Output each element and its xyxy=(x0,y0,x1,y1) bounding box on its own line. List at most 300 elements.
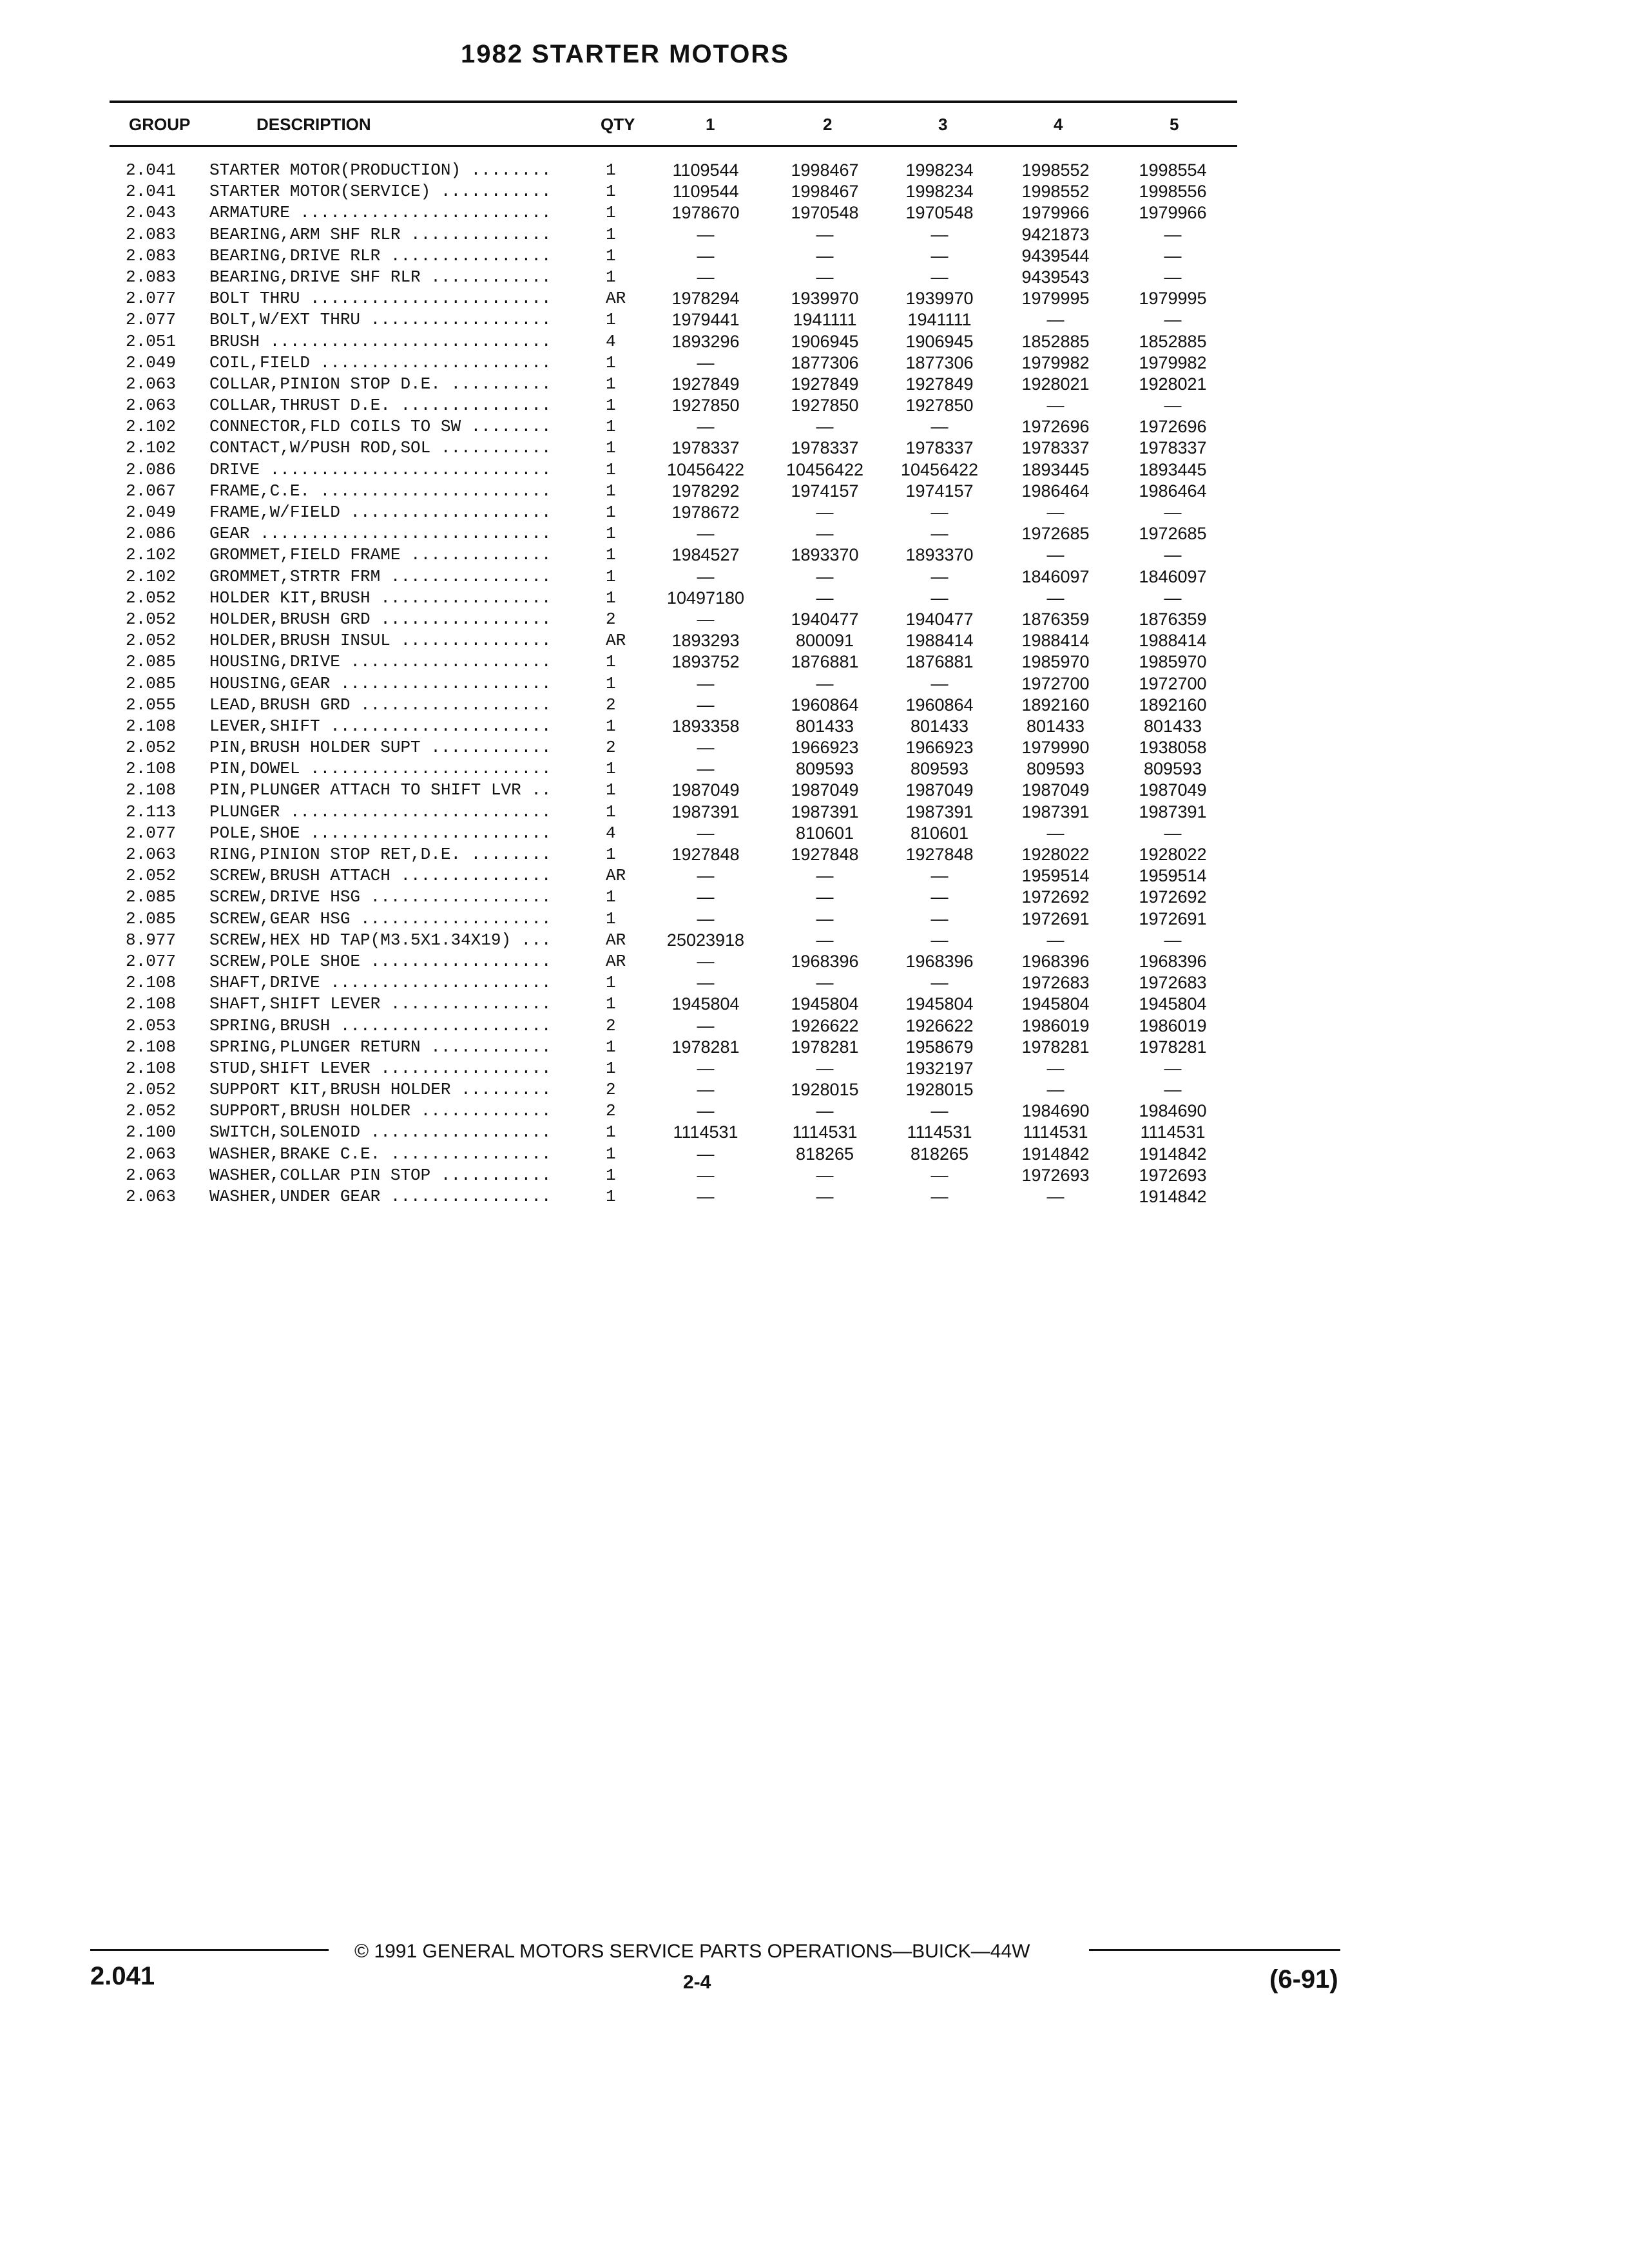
row-qty: 1 xyxy=(606,1122,616,1142)
row-description: GEAR ............................. xyxy=(209,524,552,544)
row-col-5: 1984690 xyxy=(1139,1101,1207,1121)
row-col-5: 1998554 xyxy=(1139,160,1207,180)
row-qty: 1 xyxy=(606,673,616,693)
row-col-5: 1978281 xyxy=(1139,1037,1207,1057)
row-col-3: 1960864 xyxy=(905,695,974,715)
row-col-4: 1978337 xyxy=(1021,438,1090,458)
row-col-1: 1945804 xyxy=(671,994,740,1014)
row-col-5: 1979982 xyxy=(1139,352,1207,372)
row-col-5: — xyxy=(1164,588,1182,608)
row-description: LEAD,BRUSH GRD ................... xyxy=(209,695,552,715)
row-col-4: 1979966 xyxy=(1021,203,1090,223)
row-col-4: 1972683 xyxy=(1021,973,1090,993)
row-col-5: — xyxy=(1164,267,1182,287)
row-col-1: — xyxy=(697,951,715,971)
row-col-5: 1998556 xyxy=(1139,182,1207,202)
row-col-4: 1972685 xyxy=(1021,524,1090,544)
row-col-5: — xyxy=(1164,545,1182,565)
row-group: 2.063 xyxy=(126,1144,177,1164)
row-col-3: 1928015 xyxy=(905,1080,974,1100)
row-group: 8.977 xyxy=(126,930,177,950)
row-description: SUPPORT KIT,BRUSH HOLDER ......... xyxy=(209,1080,552,1100)
row-group: 2.085 xyxy=(126,887,177,907)
row-description: STUD,SHIFT LEVER ................. xyxy=(209,1058,552,1078)
row-qty: 1 xyxy=(606,887,616,907)
row-col-2: 1998467 xyxy=(791,182,859,202)
row-qty: 2 xyxy=(606,609,616,629)
row-col-1: — xyxy=(697,609,715,629)
row-col-1: 1109544 xyxy=(672,182,739,202)
row-col-3: 1966923 xyxy=(905,738,974,758)
row-col-2: — xyxy=(816,1187,834,1206)
row-col-3: 1893370 xyxy=(905,545,974,565)
row-description: PIN,PLUNGER ATTACH TO SHIFT LVR .. xyxy=(209,780,552,800)
row-group: 2.052 xyxy=(126,631,177,651)
row-description: RING,PINION STOP RET,D.E. ........ xyxy=(209,845,552,864)
row-col-1: 1893358 xyxy=(671,716,740,736)
row-col-2: 1978337 xyxy=(791,438,859,458)
row-col-4: — xyxy=(1046,310,1065,330)
row-col-2: — xyxy=(816,267,834,287)
row-col-5: 1987049 xyxy=(1139,780,1207,800)
row-col-3: 1939970 xyxy=(905,289,974,309)
row-col-2: 1987049 xyxy=(791,780,859,800)
row-col-4: 1987049 xyxy=(1021,780,1090,800)
row-col-3: 1906945 xyxy=(905,331,974,351)
row-col-1: — xyxy=(697,1101,715,1121)
row-group: 2.083 xyxy=(126,224,177,244)
row-col-4: 1876359 xyxy=(1021,609,1090,629)
row-col-3: 1940477 xyxy=(905,609,974,629)
row-description: WASHER,UNDER GEAR ................ xyxy=(209,1187,552,1206)
row-description: HOUSING,DRIVE .................... xyxy=(209,652,552,672)
row-qty: 1 xyxy=(606,224,616,244)
row-col-3: 810601 xyxy=(910,823,969,843)
header-col-5: 5 xyxy=(1170,115,1179,134)
row-col-5: 1972692 xyxy=(1139,887,1207,907)
row-col-5: 1928021 xyxy=(1139,374,1207,394)
row-col-3: 10456422 xyxy=(900,459,979,479)
row-col-2: 1876881 xyxy=(791,652,859,672)
row-col-4: — xyxy=(1046,588,1065,608)
row-qty: 1 xyxy=(606,780,616,800)
row-col-4: — xyxy=(1046,503,1065,522)
row-col-1: 1979441 xyxy=(671,310,740,330)
row-qty: 1 xyxy=(606,1165,616,1185)
row-col-4: — xyxy=(1046,823,1065,843)
row-col-4: 9439544 xyxy=(1021,245,1090,265)
row-description: GROMMET,STRTR FRM ................ xyxy=(209,566,552,586)
row-group: 2.053 xyxy=(126,1015,177,1035)
row-col-2: — xyxy=(816,566,834,586)
row-description: CONNECTOR,FLD COILS TO SW ........ xyxy=(209,417,552,437)
row-col-3: 1998234 xyxy=(905,160,974,180)
row-col-5: — xyxy=(1164,310,1182,330)
row-col-1: — xyxy=(697,738,715,758)
row-col-1: — xyxy=(697,866,715,886)
row-qty: AR xyxy=(606,951,626,971)
row-col-5: 1968396 xyxy=(1139,951,1207,971)
row-col-4: 1987391 xyxy=(1021,802,1090,822)
row-col-1: 1927848 xyxy=(671,845,740,864)
row-col-3: 1987391 xyxy=(905,802,974,822)
row-col-4: 1914842 xyxy=(1021,1144,1090,1164)
row-description: SWITCH,SOLENOID .................. xyxy=(209,1122,552,1142)
row-qty: 1 xyxy=(606,374,616,394)
row-col-4: 1972700 xyxy=(1021,673,1090,693)
row-col-1: — xyxy=(697,352,715,372)
row-group: 2.108 xyxy=(126,716,177,736)
row-qty: 1 xyxy=(606,1037,616,1057)
row-col-3: 1998234 xyxy=(905,182,974,202)
row-col-3: 1970548 xyxy=(905,203,974,223)
row-qty: 1 xyxy=(606,182,616,202)
footer-copyright: © 1991 GENERAL MOTORS SERVICE PARTS OPERATIONS—BUICK—44W xyxy=(354,1941,1030,1962)
row-qty: 1 xyxy=(606,396,616,416)
row-description: BOLT,W/EXT THRU .................. xyxy=(209,310,552,330)
row-qty: 2 xyxy=(606,738,616,758)
footer-left-rule xyxy=(90,1949,329,1951)
row-qty: 1 xyxy=(606,652,616,672)
row-col-1: — xyxy=(697,1187,715,1206)
row-group: 2.041 xyxy=(126,182,177,202)
row-col-5: 1914842 xyxy=(1139,1144,1207,1164)
row-group: 2.077 xyxy=(126,951,177,971)
row-qty: 1 xyxy=(606,1058,616,1078)
row-qty: AR xyxy=(606,289,626,309)
row-col-5: — xyxy=(1164,224,1182,244)
row-col-1: 1893293 xyxy=(671,631,740,651)
row-col-2: 1974157 xyxy=(791,481,859,501)
header-bottom-rule xyxy=(110,145,1237,147)
row-col-1: — xyxy=(697,908,715,928)
row-col-1: — xyxy=(697,673,715,693)
row-col-4: 1998552 xyxy=(1021,182,1090,202)
row-col-2: — xyxy=(816,866,834,886)
row-col-2: — xyxy=(816,1058,834,1078)
row-col-1: — xyxy=(697,1058,715,1078)
row-group: 2.108 xyxy=(126,1058,177,1078)
row-group: 2.049 xyxy=(126,503,177,522)
row-description: BEARING,DRIVE RLR ................ xyxy=(209,245,552,265)
row-col-1: — xyxy=(697,524,715,544)
row-col-5: 1892160 xyxy=(1139,695,1207,715)
row-group: 2.052 xyxy=(126,1080,177,1100)
row-col-4: 1114531 xyxy=(1023,1122,1088,1142)
row-col-4: 1972691 xyxy=(1021,908,1090,928)
row-col-4: 1979995 xyxy=(1021,289,1090,309)
row-description: HOUSING,GEAR ..................... xyxy=(209,673,552,693)
header-col-1: 1 xyxy=(706,115,715,134)
row-col-1: 1927849 xyxy=(671,374,740,394)
row-group: 2.085 xyxy=(126,908,177,928)
row-group: 2.063 xyxy=(126,845,177,864)
row-col-5: 1846097 xyxy=(1139,566,1207,586)
row-group: 2.102 xyxy=(126,438,177,458)
row-group: 2.108 xyxy=(126,780,177,800)
row-col-3: — xyxy=(930,1101,949,1121)
row-col-2: 1906945 xyxy=(791,331,859,351)
row-description: ARMATURE ......................... xyxy=(209,203,552,223)
row-col-1: 1109544 xyxy=(672,160,739,180)
row-qty: 1 xyxy=(606,524,616,544)
row-col-4: 1978281 xyxy=(1021,1037,1090,1057)
row-col-1: — xyxy=(697,823,715,843)
row-col-4: 1986464 xyxy=(1021,481,1090,501)
row-col-2: — xyxy=(816,1101,834,1121)
row-col-5: 1979995 xyxy=(1139,289,1207,309)
row-col-5: 1972691 xyxy=(1139,908,1207,928)
row-col-4: 1959514 xyxy=(1021,866,1090,886)
row-group: 2.077 xyxy=(126,289,177,309)
row-col-1: 1978670 xyxy=(671,203,740,223)
row-group: 2.052 xyxy=(126,738,177,758)
row-col-4: 1985970 xyxy=(1021,652,1090,672)
footer-right-rule xyxy=(1089,1949,1340,1951)
row-group: 2.086 xyxy=(126,524,177,544)
row-group: 2.100 xyxy=(126,1122,177,1142)
header-col-3: 3 xyxy=(938,115,948,134)
row-group: 2.113 xyxy=(126,802,177,822)
row-col-4: 1892160 xyxy=(1021,695,1090,715)
row-col-3: 1968396 xyxy=(905,951,974,971)
row-description: FRAME,C.E. ....................... xyxy=(209,481,552,501)
row-col-2: 1928015 xyxy=(791,1080,859,1100)
header-col-2: 2 xyxy=(823,115,833,134)
row-col-4: 1979982 xyxy=(1021,352,1090,372)
row-col-2: 810601 xyxy=(795,823,854,843)
row-group: 2.052 xyxy=(126,609,177,629)
row-description: COLLAR,THRUST D.E. ............... xyxy=(209,396,552,416)
row-col-4: — xyxy=(1046,396,1065,416)
row-group: 2.102 xyxy=(126,545,177,565)
row-qty: 4 xyxy=(606,823,616,843)
row-col-5: 1959514 xyxy=(1139,866,1207,886)
row-col-1: 25023918 xyxy=(666,930,745,950)
row-col-5: 1972685 xyxy=(1139,524,1207,544)
row-col-4: 1998552 xyxy=(1021,160,1090,180)
row-col-2: 1940477 xyxy=(791,609,859,629)
row-group: 2.077 xyxy=(126,823,177,843)
row-description: SCREW,DRIVE HSG .................. xyxy=(209,887,552,907)
row-description: STARTER MOTOR(SERVICE) ........... xyxy=(209,182,552,202)
row-qty: AR xyxy=(606,866,626,886)
row-col-5: 1852885 xyxy=(1139,331,1207,351)
row-col-2: 1939970 xyxy=(791,289,859,309)
row-col-5: 1972700 xyxy=(1139,673,1207,693)
row-col-1: — xyxy=(697,1080,715,1100)
row-col-5: 1979966 xyxy=(1139,203,1207,223)
row-qty: 1 xyxy=(606,545,616,565)
row-description: SPRING,BRUSH ..................... xyxy=(209,1015,552,1035)
row-description: COLLAR,PINION STOP D.E. .......... xyxy=(209,374,552,394)
row-col-4: 9421873 xyxy=(1021,224,1090,244)
row-qty: 4 xyxy=(606,331,616,351)
row-col-3: — xyxy=(930,588,949,608)
row-col-1: — xyxy=(697,1144,715,1164)
row-col-5: — xyxy=(1164,245,1182,265)
row-col-5: 1986019 xyxy=(1139,1015,1207,1035)
row-col-3: 1876881 xyxy=(905,652,974,672)
header-col-4: 4 xyxy=(1054,115,1063,134)
row-col-2: — xyxy=(816,588,834,608)
row-qty: 1 xyxy=(606,352,616,372)
row-description: HOLDER,BRUSH INSUL ............... xyxy=(209,631,552,651)
row-col-1: 10497180 xyxy=(666,588,745,608)
row-description: FRAME,W/FIELD .................... xyxy=(209,503,552,522)
row-group: 2.063 xyxy=(126,1165,177,1185)
row-group: 2.086 xyxy=(126,459,177,479)
row-col-2: — xyxy=(816,887,834,907)
row-col-3: 1941111 xyxy=(907,310,972,330)
row-qty: 1 xyxy=(606,245,616,265)
row-col-2: 1926622 xyxy=(791,1015,859,1035)
row-col-5: 1114531 xyxy=(1140,1122,1206,1142)
row-qty: 1 xyxy=(606,566,616,586)
row-col-1: — xyxy=(697,224,715,244)
row-col-1: 1984527 xyxy=(671,545,740,565)
row-col-3: — xyxy=(930,224,949,244)
row-col-1: 1987391 xyxy=(671,802,740,822)
row-qty: 1 xyxy=(606,267,616,287)
row-col-3: — xyxy=(930,1165,949,1185)
row-col-1: — xyxy=(697,973,715,993)
row-description: STARTER MOTOR(PRODUCTION) ........ xyxy=(209,160,552,180)
row-col-5: — xyxy=(1164,823,1182,843)
row-description: SCREW,BRUSH ATTACH ............... xyxy=(209,866,552,886)
row-qty: 1 xyxy=(606,845,616,864)
row-col-2: 1877306 xyxy=(791,352,859,372)
row-col-3: — xyxy=(930,417,949,437)
row-qty: 1 xyxy=(606,481,616,501)
row-group: 2.049 xyxy=(126,352,177,372)
row-col-3: — xyxy=(930,908,949,928)
row-qty: 1 xyxy=(606,160,616,180)
row-col-5: 1978337 xyxy=(1139,438,1207,458)
row-col-3: 1927849 xyxy=(905,374,974,394)
row-description: BRUSH ............................ xyxy=(209,331,552,351)
row-description: SPRING,PLUNGER RETURN ............ xyxy=(209,1037,552,1057)
row-qty: 1 xyxy=(606,1187,616,1206)
row-col-2: 818265 xyxy=(795,1144,854,1164)
row-qty: 1 xyxy=(606,588,616,608)
row-col-5: 1945804 xyxy=(1139,994,1207,1014)
row-col-4: 1945804 xyxy=(1021,994,1090,1014)
row-description: PLUNGER .......................... xyxy=(209,802,552,822)
row-col-2: 800091 xyxy=(795,631,854,651)
row-description: BEARING,ARM SHF RLR .............. xyxy=(209,224,552,244)
row-group: 2.052 xyxy=(126,1101,177,1121)
row-group: 2.108 xyxy=(126,994,177,1014)
row-qty: 1 xyxy=(606,203,616,223)
row-group: 2.102 xyxy=(126,417,177,437)
row-col-3: 1988414 xyxy=(905,631,974,651)
row-col-3: 1927850 xyxy=(905,396,974,416)
row-group: 2.052 xyxy=(126,588,177,608)
row-col-4: 1852885 xyxy=(1021,331,1090,351)
row-qty: 2 xyxy=(606,1015,616,1035)
header-group: GROUP xyxy=(129,115,191,134)
row-col-3: — xyxy=(930,503,949,522)
row-col-5: — xyxy=(1164,930,1182,950)
row-col-2: 1893370 xyxy=(791,545,859,565)
footer-page-number: 2-4 xyxy=(683,1972,711,1993)
row-col-2: 1927848 xyxy=(791,845,859,864)
row-col-1: 1978294 xyxy=(671,289,740,309)
row-col-5: 1987391 xyxy=(1139,802,1207,822)
row-col-2: 10456422 xyxy=(786,459,864,479)
row-group: 2.055 xyxy=(126,695,177,715)
row-group: 2.102 xyxy=(126,566,177,586)
row-description: HOLDER,BRUSH GRD ................. xyxy=(209,609,552,629)
row-col-3: 1932197 xyxy=(905,1058,974,1078)
row-col-4: 801433 xyxy=(1026,716,1085,736)
row-col-1: — xyxy=(697,245,715,265)
row-description: COIL,FIELD ....................... xyxy=(209,352,552,372)
row-description: HOLDER KIT,BRUSH ................. xyxy=(209,588,552,608)
row-col-2: 1970548 xyxy=(791,203,859,223)
row-col-5: 1876359 xyxy=(1139,609,1207,629)
row-col-3: 1945804 xyxy=(905,994,974,1014)
row-col-2: 1927849 xyxy=(791,374,859,394)
row-col-2: — xyxy=(816,973,834,993)
row-qty: 1 xyxy=(606,759,616,779)
row-col-3: — xyxy=(930,1187,949,1206)
row-col-5: 809593 xyxy=(1143,759,1202,779)
row-col-1: 1978281 xyxy=(671,1037,740,1057)
row-description: SHAFT,SHIFT LEVER ................ xyxy=(209,994,552,1014)
row-col-4: 1988414 xyxy=(1021,631,1090,651)
row-description: SCREW,GEAR HSG ................... xyxy=(209,908,552,928)
row-col-3: 1987049 xyxy=(905,780,974,800)
row-col-4: 1972693 xyxy=(1021,1165,1090,1185)
row-col-5: 1988414 xyxy=(1139,631,1207,651)
row-col-2: 1966923 xyxy=(791,738,859,758)
header-top-rule xyxy=(110,101,1237,103)
row-col-1: 1893296 xyxy=(671,331,740,351)
row-col-1: 1114531 xyxy=(673,1122,738,1142)
row-col-2: — xyxy=(816,417,834,437)
row-group: 2.077 xyxy=(126,310,177,330)
row-description: LEVER,SHIFT ...................... xyxy=(209,716,552,736)
row-col-3: — xyxy=(930,673,949,693)
row-description: WASHER,BRAKE C.E. ................ xyxy=(209,1144,552,1164)
row-qty: 1 xyxy=(606,908,616,928)
row-col-4: 1968396 xyxy=(1021,951,1090,971)
row-col-3: 1958679 xyxy=(905,1037,974,1057)
row-col-3: — xyxy=(930,930,949,950)
row-col-4: 1979990 xyxy=(1021,738,1090,758)
row-col-3: 1974157 xyxy=(905,481,974,501)
row-col-3: — xyxy=(930,245,949,265)
row-group: 2.083 xyxy=(126,267,177,287)
row-col-3: 1927848 xyxy=(905,845,974,864)
row-description: CONTACT,W/PUSH ROD,SOL ........... xyxy=(209,438,552,458)
row-qty: 1 xyxy=(606,1144,616,1164)
row-group: 2.052 xyxy=(126,866,177,886)
row-col-3: — xyxy=(930,887,949,907)
row-col-1: 1893752 xyxy=(671,652,740,672)
row-col-1: — xyxy=(697,887,715,907)
row-qty: 2 xyxy=(606,1080,616,1100)
row-description: GROMMET,FIELD FRAME .............. xyxy=(209,545,552,565)
row-col-5: 1972693 xyxy=(1139,1165,1207,1185)
row-qty: AR xyxy=(606,631,626,651)
row-col-3: 801433 xyxy=(910,716,969,736)
row-group: 2.063 xyxy=(126,374,177,394)
row-col-5: — xyxy=(1164,1080,1182,1100)
row-col-3: 1978337 xyxy=(905,438,974,458)
